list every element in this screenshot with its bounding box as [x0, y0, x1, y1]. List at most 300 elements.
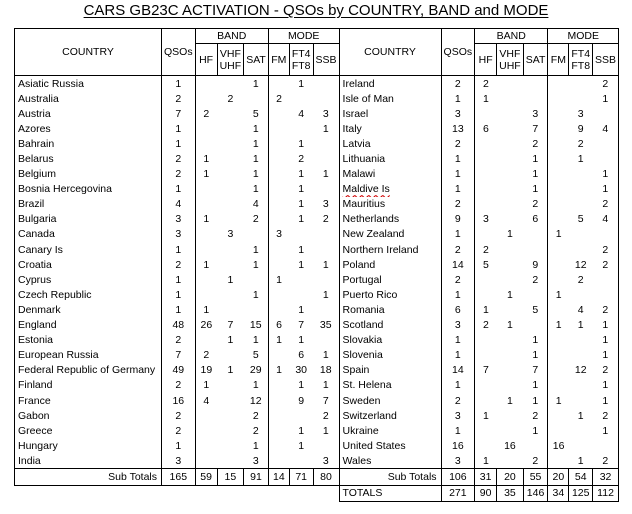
fm-header: FM	[268, 44, 289, 76]
vhf-uhf-cell	[497, 272, 524, 287]
fm-cell	[268, 197, 289, 212]
hf-cell	[475, 393, 497, 408]
country-name: Canada	[15, 227, 162, 242]
vhf-uhf-cell: 1	[507, 288, 513, 301]
qsos-cell: 48	[162, 318, 196, 333]
ft4-ft8-cell: 1	[298, 77, 305, 90]
fm-cell: 1	[276, 273, 283, 286]
vhf-uhf-cell: 1	[227, 334, 234, 347]
totals-row	[15, 485, 619, 501]
fm-cell	[268, 423, 289, 438]
sat-cell	[523, 227, 548, 242]
qsos-cell: 2	[162, 91, 196, 106]
hf-cell	[195, 76, 217, 92]
fm-cell: 6	[276, 319, 283, 332]
hf-cell	[195, 408, 217, 423]
country-name: Belarus	[15, 151, 162, 166]
hf-cell	[195, 423, 217, 438]
sat-cell: 3	[244, 453, 269, 469]
hf-cell	[195, 182, 217, 197]
vhf-uhf-cell	[497, 136, 524, 151]
ssb-cell	[593, 106, 619, 121]
qsos-cell: 2	[162, 257, 196, 272]
fm-cell: 1	[276, 334, 283, 347]
hf-cell: 3	[482, 213, 489, 226]
hf-cell	[475, 197, 497, 212]
hf-cell	[475, 438, 497, 453]
total-ft4-ft8: 125	[569, 485, 593, 501]
subtotals-row	[15, 469, 619, 485]
hf-cell	[475, 333, 497, 348]
vhf-uhf-cell	[497, 167, 524, 182]
ssb-cell	[313, 438, 339, 453]
ssb-cell: 1	[593, 393, 619, 408]
sat-cell: 5	[244, 106, 269, 121]
table-row	[15, 212, 619, 227]
hf-cell: 4	[203, 394, 210, 407]
ft4-ft8-cell: 2	[577, 273, 584, 286]
country-name: Australia	[15, 91, 162, 106]
vhf-uhf-cell	[497, 363, 524, 378]
table-row	[15, 257, 619, 272]
ft4-ft8-cell	[289, 453, 313, 469]
ssb-cell	[313, 91, 339, 106]
hf-cell	[195, 287, 217, 302]
sat-cell: 1	[244, 167, 269, 182]
qsos-cell: 3	[162, 453, 196, 469]
qsos-cell: 3	[441, 318, 475, 333]
fm-cell	[268, 242, 289, 257]
ft4-ft8-cell: 1	[298, 379, 305, 392]
qsos-cell: 16	[441, 438, 475, 453]
hf-cell	[195, 197, 217, 212]
ft4-ft8-cell	[569, 242, 593, 257]
qsos-cell: 4	[162, 197, 196, 212]
header-row-groups	[15, 29, 619, 44]
ft4-ft8-cell: 2	[298, 153, 305, 166]
qsos-cell: 2	[441, 272, 475, 287]
qsos-cell: 1	[162, 438, 196, 453]
ft4-ft8-cell: 9	[577, 122, 584, 135]
sat-cell: 15	[244, 318, 269, 333]
qsos-cell: 1	[162, 136, 196, 151]
fm-cell: 1	[276, 364, 283, 377]
ft4-ft8-cell	[289, 227, 313, 242]
fm-cell	[548, 302, 569, 317]
ssb-cell: 3	[313, 106, 339, 121]
subtotal-ssb: 32	[593, 469, 619, 485]
country-name: Lithuania	[339, 151, 441, 166]
hf-cell: 1	[482, 303, 489, 316]
fm-cell	[268, 76, 289, 92]
fm-cell	[268, 453, 289, 469]
qsos-header: QSOs	[162, 29, 196, 76]
qsos-cell: 1	[162, 287, 196, 302]
ssb-cell	[313, 272, 339, 287]
ft4-label: FT4	[291, 47, 311, 60]
hf-cell: 1	[203, 168, 210, 181]
ft4-ft8-cell: 9	[298, 394, 305, 407]
fm-cell	[268, 438, 289, 453]
ft4-label: FT4	[571, 47, 591, 60]
vhf-uhf-cell	[217, 242, 244, 257]
vhf-uhf-cell	[217, 182, 244, 197]
sat-cell	[523, 287, 548, 302]
mode-header: MODE	[268, 29, 339, 44]
sat-cell: 2	[523, 408, 548, 423]
fm-cell	[548, 453, 569, 469]
hf-cell	[475, 151, 497, 166]
country-header: COUNTRY	[339, 29, 441, 76]
sat-cell: 1	[244, 76, 269, 92]
ssb-cell: 1	[593, 182, 619, 197]
country-name: Wales	[339, 453, 441, 469]
country-name: Azores	[15, 121, 162, 136]
ssb-cell: 1	[593, 378, 619, 393]
ssb-cell: 1	[313, 121, 339, 136]
ssb-cell: 1	[313, 167, 339, 182]
vhf-uhf-cell	[217, 423, 244, 438]
vhf-uhf-cell	[217, 257, 244, 272]
ssb-cell: 1	[313, 378, 339, 393]
fm-cell	[268, 393, 289, 408]
sat-cell: 1	[523, 378, 548, 393]
table-row	[15, 151, 619, 166]
table-row	[15, 106, 619, 121]
ssb-cell: 1	[313, 348, 339, 363]
sat-cell	[523, 318, 548, 333]
hf-cell	[475, 423, 497, 438]
vhf-uhf-cell	[497, 212, 524, 227]
qsos-cell: 14	[441, 363, 475, 378]
sat-cell: 1	[523, 182, 548, 197]
hf-cell	[475, 136, 497, 151]
qsos-cell: 6	[441, 302, 475, 317]
sat-cell: 1	[244, 136, 269, 151]
ft4-ft8-cell	[289, 272, 313, 287]
qsos-cell: 2	[441, 393, 475, 408]
ssb-cell: 1	[593, 318, 619, 333]
ssb-cell: 2	[593, 453, 619, 469]
table-row	[15, 348, 619, 363]
vhf-uhf-cell	[217, 453, 244, 469]
country-name: Brazil	[15, 197, 162, 212]
ft4-ft8-cell: 12	[574, 258, 587, 271]
hf-cell	[475, 182, 497, 197]
subtotals-label: Sub Totals	[339, 469, 441, 485]
ft4-ft8-cell	[289, 408, 313, 423]
country-name: Bahrain	[15, 136, 162, 151]
total-hf: 90	[475, 485, 497, 501]
qsos-cell: 2	[162, 151, 196, 166]
country-name: Ukraine	[339, 423, 441, 438]
fm-cell: 3	[276, 228, 283, 241]
qsos-cell: 1	[162, 182, 196, 197]
ft4-ft8-cell: 12	[574, 364, 587, 377]
vhf-uhf-cell	[217, 151, 244, 166]
vhf-uhf-header	[497, 44, 524, 76]
hf-cell: 1	[203, 379, 210, 392]
vhf-uhf-cell	[497, 423, 524, 438]
qsos-cell: 2	[441, 136, 475, 151]
qsos-cell: 9	[441, 212, 475, 227]
sat-cell: 3	[523, 106, 548, 121]
ft4-ft8-cell: 1	[298, 439, 305, 452]
qsos-cell: 1	[162, 272, 196, 287]
fm-cell	[548, 257, 569, 272]
vhf-uhf-cell	[497, 333, 524, 348]
qsos-cell: 7	[162, 348, 196, 363]
ft4-ft8-cell	[569, 287, 593, 302]
hf-cell: 2	[482, 77, 489, 90]
ssb-cell	[593, 151, 619, 166]
sat-cell	[244, 302, 269, 317]
country-name: Puerto Rico	[339, 287, 441, 302]
ft4-ft8-cell	[289, 121, 313, 136]
qsos-cell: 1	[441, 227, 475, 242]
vhf-uhf-cell: 3	[227, 228, 234, 241]
subtotal-qsos: 106	[441, 469, 475, 485]
hf-cell	[195, 438, 217, 453]
ft4-ft8-cell: 1	[577, 153, 584, 166]
country-name: Scotland	[339, 318, 441, 333]
sat-cell: 1	[523, 167, 548, 182]
country-name: Mauritius	[339, 197, 441, 212]
vhf-uhf-cell: 1	[507, 228, 513, 241]
qsos-cell: 1	[441, 151, 475, 166]
country-name: Malawi	[339, 167, 441, 182]
hf-cell: 1	[203, 213, 210, 226]
ssb-cell: 2	[593, 197, 619, 212]
ssb-cell	[593, 438, 619, 453]
vhf-uhf-cell	[217, 212, 244, 227]
vhf-uhf-cell	[217, 121, 244, 136]
hf-cell	[475, 348, 497, 363]
hf-cell: 1	[203, 258, 210, 271]
sat-cell	[523, 242, 548, 257]
ft4-ft8-cell: 30	[295, 364, 308, 377]
sat-cell: 1	[244, 438, 269, 453]
fm-cell	[268, 136, 289, 151]
totals-spacer	[15, 485, 340, 501]
fm-cell	[268, 302, 289, 317]
sat-cell: 2	[244, 423, 269, 438]
sat-cell: 6	[523, 212, 548, 227]
ft4-ft8-cell: 1	[577, 454, 584, 467]
vhf-uhf-cell: 1	[227, 364, 234, 377]
fm-cell	[548, 151, 569, 166]
ft4-ft8-cell: 6	[298, 349, 305, 362]
hf-cell: 1	[482, 454, 489, 467]
qsos-cell: 1	[162, 242, 196, 257]
vhf-label: VHF	[499, 47, 521, 60]
table-row	[15, 136, 619, 151]
qsos-cell: 1	[441, 423, 475, 438]
ft4-ft8-cell	[569, 378, 593, 393]
ft4-ft8-cell	[569, 76, 593, 92]
table-row	[15, 121, 619, 136]
page-title: CARS GB23C ACTIVATION - QSOs by COUNTRY, BAND and MODE	[83, 2, 549, 19]
vhf-uhf-cell	[497, 257, 524, 272]
hf-cell	[195, 227, 217, 242]
ssb-header: SSB	[593, 44, 619, 76]
qsos-cell: 1	[441, 378, 475, 393]
ft4-ft8-cell	[289, 287, 313, 302]
qsos-cell: 3	[441, 106, 475, 121]
country-name: Gabon	[15, 408, 162, 423]
qsos-cell: 2	[162, 167, 196, 182]
ft4-ft8-cell: 1	[298, 198, 305, 211]
fm-cell	[548, 212, 569, 227]
ssb-cell: 35	[313, 318, 339, 333]
country-name: Netherlands	[339, 212, 441, 227]
fm-cell	[548, 121, 569, 136]
sat-cell: 1	[244, 257, 269, 272]
vhf-uhf-header	[217, 44, 244, 76]
fm-cell	[268, 212, 289, 227]
hf-cell	[195, 272, 217, 287]
ft4-ft8-cell: 1	[298, 137, 305, 150]
fm-cell	[548, 167, 569, 182]
ssb-cell	[313, 76, 339, 92]
vhf-uhf-cell	[497, 408, 524, 423]
sat-header: SAT	[523, 44, 548, 76]
country-name: Denmark	[15, 302, 162, 317]
country-name: Cyprus	[15, 272, 162, 287]
table-row	[15, 167, 619, 182]
table-row	[15, 242, 619, 257]
country-name: Finland	[15, 378, 162, 393]
qsos-cell: 3	[162, 212, 196, 227]
vhf-uhf-cell	[497, 182, 524, 197]
ssb-header: SSB	[313, 44, 339, 76]
band-header: BAND	[195, 29, 268, 44]
country-name: Italy	[339, 121, 441, 136]
hf-cell: 2	[482, 243, 489, 256]
ssb-cell: 2	[593, 302, 619, 317]
qsos-cell: 1	[162, 302, 196, 317]
fm-cell	[268, 287, 289, 302]
ssb-cell: 1	[313, 287, 339, 302]
vhf-uhf-cell	[497, 121, 524, 136]
country-name: Belgium	[15, 167, 162, 182]
fm-cell	[268, 348, 289, 363]
country-name: Romania	[339, 302, 441, 317]
table-row	[15, 438, 619, 453]
ssb-cell: 1	[313, 257, 339, 272]
ssb-cell: 1	[593, 91, 619, 106]
hf-cell: 1	[482, 92, 489, 105]
fm-cell	[548, 182, 569, 197]
ft4-ft8-cell	[569, 167, 593, 182]
hf-cell: 7	[482, 364, 489, 377]
ft4-ft8-cell	[569, 91, 593, 106]
sat-cell: 1	[244, 287, 269, 302]
ft8-label: FT8	[291, 59, 311, 72]
hf-cell: 26	[200, 319, 213, 332]
country-name: Slovakia	[339, 333, 441, 348]
hf-cell	[195, 333, 217, 348]
ssb-cell	[313, 182, 339, 197]
ft4-ft8-cell: 1	[298, 303, 305, 316]
total-qsos: 271	[441, 485, 475, 501]
ssb-cell: 7	[313, 393, 339, 408]
country-name: St. Helena	[339, 378, 441, 393]
sat-cell	[523, 438, 548, 453]
hf-cell: 6	[482, 122, 489, 135]
subtotal-vhf-uhf: 20	[497, 469, 524, 485]
sat-cell: 7	[523, 121, 548, 136]
sat-cell: 1	[244, 333, 269, 348]
hf-cell	[195, 136, 217, 151]
ft4-ft8-header	[289, 44, 313, 76]
fm-cell	[268, 121, 289, 136]
hf-cell	[195, 242, 217, 257]
ft4-ft8-cell: 2	[577, 137, 584, 150]
sat-cell: 5	[244, 348, 269, 363]
qsos-cell: 49	[162, 363, 196, 378]
hf-cell: 5	[482, 258, 489, 271]
ft8-label: FT8	[571, 59, 591, 72]
table-row	[15, 302, 619, 317]
fm-cell	[268, 167, 289, 182]
vhf-uhf-cell	[497, 348, 524, 363]
ssb-cell: 1	[593, 167, 619, 182]
table-row	[15, 453, 619, 469]
ssb-cell	[313, 302, 339, 317]
country-name: Greece	[15, 423, 162, 438]
table-row	[15, 408, 619, 423]
hf-header: HF	[195, 44, 217, 76]
sat-cell: 1	[523, 151, 548, 166]
sat-cell	[244, 272, 269, 287]
country-name: United States	[339, 438, 441, 453]
qsos-cell: 1	[441, 91, 475, 106]
qsos-cell: 1	[441, 333, 475, 348]
qsos-cell: 16	[162, 393, 196, 408]
table-row	[15, 318, 619, 333]
table-row	[15, 272, 619, 287]
vhf-uhf-cell	[217, 197, 244, 212]
qsos-cell: 2	[162, 378, 196, 393]
hf-cell: 2	[203, 349, 210, 362]
ssb-cell	[593, 136, 619, 151]
qsos-cell: 2	[162, 423, 196, 438]
country-name: Sweden	[339, 393, 441, 408]
ssb-cell: 1	[593, 348, 619, 363]
subtotal-fm: 20	[548, 469, 569, 485]
ssb-cell	[313, 242, 339, 257]
vhf-uhf-cell	[217, 302, 244, 317]
table-row	[15, 197, 619, 212]
country-name: Bulgaria	[15, 212, 162, 227]
ft4-ft8-cell	[289, 91, 313, 106]
ft4-ft8-cell: 1	[298, 243, 305, 256]
fm-cell	[268, 106, 289, 121]
country-name: Bosnia Hercegovina	[15, 182, 162, 197]
total-sat: 146	[523, 485, 548, 501]
qsos-cell: 2	[441, 197, 475, 212]
sat-cell: 1	[244, 151, 269, 166]
total-ssb: 112	[593, 485, 619, 501]
ssb-cell: 4	[593, 121, 619, 136]
table-row	[15, 182, 619, 197]
ft4-ft8-cell	[569, 182, 593, 197]
ft4-ft8-cell: 1	[298, 424, 305, 437]
table-row	[15, 76, 619, 92]
hf-cell	[475, 378, 497, 393]
hf-cell: 1	[482, 409, 489, 422]
